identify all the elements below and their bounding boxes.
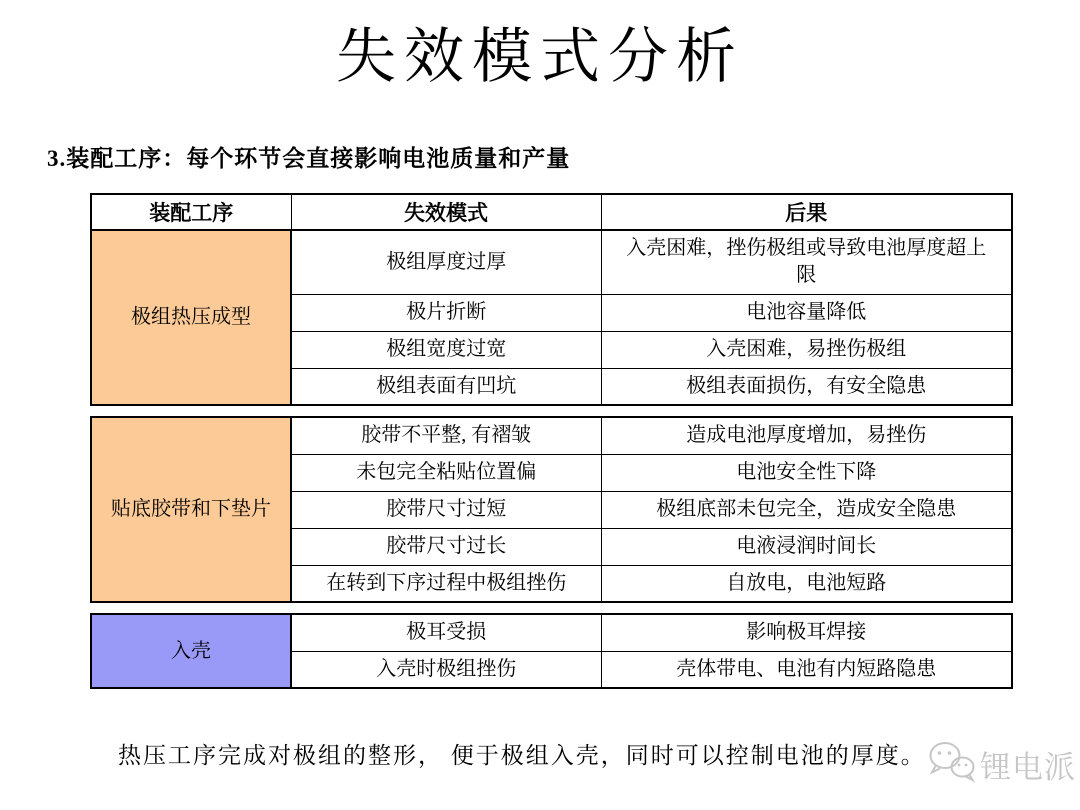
table-group-bottom-tape bbox=[90, 416, 1013, 603]
consequence-cell: 电液浸润时间长 bbox=[601, 528, 1012, 565]
failure-mode-cell: 极组厚度过厚 bbox=[291, 230, 601, 294]
consequence-cell: 极组表面损伤，有安全隐患 bbox=[601, 368, 1012, 405]
table-group-hot-press-forming bbox=[90, 229, 1013, 406]
column-header-process: 装配工序 bbox=[91, 194, 291, 230]
column-header-consequence: 后果 bbox=[601, 194, 1012, 230]
failure-mode-cell: 极耳受损 bbox=[291, 614, 601, 651]
consequence-cell: 壳体带电、电池有内短路隐患 bbox=[601, 651, 1012, 688]
table-row bbox=[91, 230, 1012, 294]
failure-mode-cell: 在转到下序过程中极组挫伤 bbox=[291, 565, 601, 602]
failure-mode-cell: 胶带不平整, 有褶皱 bbox=[291, 417, 601, 454]
process-cell: 入壳 bbox=[91, 614, 291, 688]
failure-mode-cell: 极片折断 bbox=[291, 294, 601, 331]
consequence-cell: 极组底部未包完全，造成安全隐患 bbox=[601, 491, 1012, 528]
consequence-cell: 入壳困难，挫伤极组或导致电池厚度超上限 bbox=[601, 230, 1012, 294]
fmea-table bbox=[90, 193, 1011, 689]
page-title: 失效模式分析 bbox=[336, 24, 744, 90]
failure-mode-cell: 入壳时极组挫伤 bbox=[291, 651, 601, 688]
consequence-cell: 电池容量降低 bbox=[601, 294, 1012, 331]
consequence-cell: 自放电，电池短路 bbox=[601, 565, 1012, 602]
failure-mode-cell: 胶带尺寸过短 bbox=[291, 491, 601, 528]
consequence-cell: 造成电池厚度增加，易挫伤 bbox=[601, 417, 1012, 454]
column-header-failure-mode: 失效模式 bbox=[291, 194, 601, 230]
table-group-case-insertion bbox=[90, 613, 1013, 689]
table-row bbox=[91, 614, 1012, 651]
table-header-row bbox=[90, 193, 1013, 231]
process-cell: 贴底胶带和下垫片 bbox=[91, 417, 291, 602]
table-row bbox=[91, 417, 1012, 454]
watermark-logo bbox=[924, 739, 1076, 790]
wechat-bubbles-icon bbox=[924, 739, 978, 790]
footer-note: 热压工序完成对极组的整形， 便于极组入壳，同时可以控制电池的厚度。 bbox=[118, 743, 926, 768]
watermark-text: 锂电派 bbox=[980, 750, 1076, 785]
consequence-cell: 电池安全性下降 bbox=[601, 454, 1012, 491]
failure-mode-cell: 极组表面有凹坑 bbox=[291, 368, 601, 405]
failure-mode-cell: 极组宽度过宽 bbox=[291, 331, 601, 368]
failure-mode-cell: 未包完全粘贴位置偏 bbox=[291, 454, 601, 491]
process-cell: 极组热压成型 bbox=[91, 230, 291, 405]
section-subtitle: 3.装配工序：每个环节会直接影响电池质量和产量 bbox=[47, 146, 571, 171]
consequence-cell: 入壳困难，易挫伤极组 bbox=[601, 331, 1012, 368]
failure-mode-cell: 胶带尺寸过长 bbox=[291, 528, 601, 565]
consequence-cell: 影响极耳焊接 bbox=[601, 614, 1012, 651]
